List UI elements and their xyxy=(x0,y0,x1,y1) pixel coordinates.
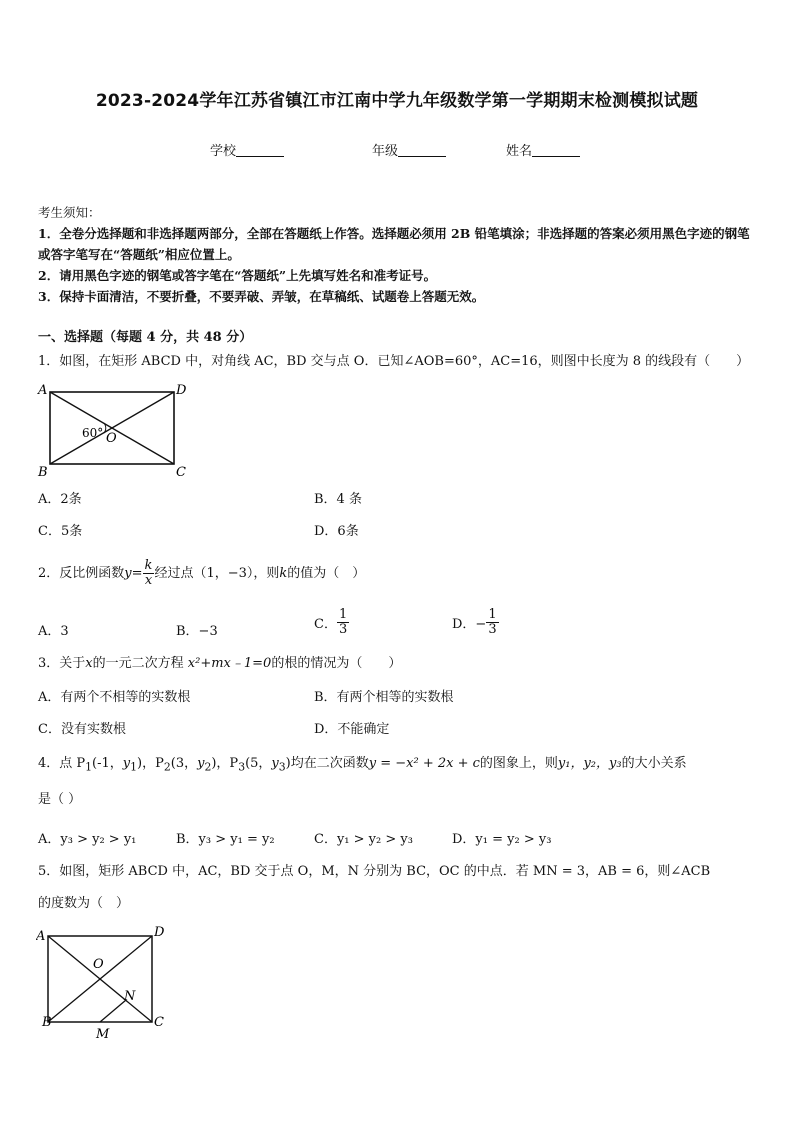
label-a: A xyxy=(36,929,46,944)
label-b: B xyxy=(42,1015,52,1030)
label-d: D xyxy=(176,383,187,398)
question-4-stem: 4．点 $P_1(-1$，$y_1$)，$P_2(3$，$y_2$)，$P_3(5$，$y_3$)均在二次函数y = −x² + 2x + c的图象上，则y₁，y₂，y₃的大小关系 xyxy=(38,756,687,774)
label-a: A xyxy=(38,383,48,398)
label-n: N xyxy=(124,989,136,1004)
segment-mn xyxy=(100,1000,126,1022)
grade-field[interactable]: 年级 xyxy=(372,140,446,159)
exam-notice xyxy=(38,202,760,307)
label-c: C xyxy=(154,1015,164,1030)
q3-option-c[interactable]: C．没有实数根 xyxy=(38,722,126,737)
q2-option-b[interactable]: B．−3 xyxy=(176,624,218,639)
notice-item: 3．保持卡面清洁，不要折叠，不要弄破、弄皱，在草稿纸、试题卷上答题无效。 xyxy=(38,289,485,304)
q2-option-a[interactable]: A．3 xyxy=(38,624,69,639)
q1-option-d[interactable]: D．6条 xyxy=(314,524,359,539)
question-3-stem: 3．关于x的一元二次方程 x²+mx﹣1=0的根的情况为（ ） xyxy=(38,656,402,671)
notice-item: 2．请用黑色字迹的钢笔或答字笔在“答题纸”上先填写姓名和准考证号。 xyxy=(38,268,437,283)
question-5-line2: 的度数为（ ） xyxy=(38,896,130,911)
q3-option-a[interactable]: A．有两个不相等的实数根 xyxy=(38,690,191,705)
q4-option-d[interactable]: D．y₁ = y₂ > y₃ xyxy=(452,832,552,847)
q4-option-a[interactable]: A．y₃ > y₂ > y₁ xyxy=(38,832,137,847)
question-2-stem: 2．反比例函数y= $\frac{k}{x}$ 经过点（1，−3），则k的值为（ ） xyxy=(38,558,366,588)
school-field[interactable]: 学校 xyxy=(210,140,284,159)
name-field[interactable]: 姓名 xyxy=(506,140,580,159)
q4-option-b[interactable]: B．y₃ > y₁ = y₂ xyxy=(176,832,275,847)
q4-option-c[interactable]: C．y₁ > y₂ > y₃ xyxy=(314,832,413,847)
fraction-k-over-x: $\frac{k}{x}$ xyxy=(144,558,153,588)
question-5-stem: 5．如图，矩形 ABCD 中，AC，BD 交于点 O，M，N 分别为 BC，OC 的中点．若 MN = 3，AB = 6，则∠ACB xyxy=(38,864,711,879)
question-1-figure xyxy=(36,380,192,480)
q2-option-c[interactable]: C． $\frac{1}{3}$ xyxy=(314,607,348,637)
school-blank xyxy=(236,143,284,157)
label-m: M xyxy=(96,1027,110,1042)
section-title: 一、选择题（每题 4 分，共 48 分） xyxy=(38,330,253,345)
question-5-figure xyxy=(36,922,172,1042)
notice-item: 1．全卷分选择题和非选择题两部分，全部在答题纸上作答。选择题必须用 2B 铅笔填涂；非选择题的答案必须用黑色字迹的钢笔或答字笔写在“答题纸”相应位置上。 xyxy=(38,226,750,262)
notice-head: 考生须知： xyxy=(38,205,101,220)
question-1-stem: 1．如图，在矩形 ABCD 中，对角线 AC，BD 交与点 O．已知∠AOB=60°，AC=16，则图中长度为 8 的线段有（ ） xyxy=(38,354,750,369)
label-b: B xyxy=(38,465,48,480)
label-angle-60: 60° xyxy=(82,426,104,440)
question-4-line2: 是（ ） xyxy=(38,792,82,807)
q3-option-b[interactable]: B．有两个相等的实数根 xyxy=(314,690,454,705)
label-o: O xyxy=(106,431,117,446)
label-d: D xyxy=(154,925,165,940)
name-blank xyxy=(532,143,580,157)
label-o: O xyxy=(93,957,104,972)
q3-option-d[interactable]: D．不能确定 xyxy=(314,722,390,737)
grade-blank xyxy=(398,143,446,157)
q1-option-a[interactable]: A．2条 xyxy=(38,492,82,507)
q1-option-c[interactable]: C．5条 xyxy=(38,524,83,539)
q1-option-b[interactable]: B．4 条 xyxy=(314,492,362,507)
q2-option-d[interactable]: D．− $\frac{1}{3}$ xyxy=(452,607,497,637)
page-title: 2023-2024学年江苏省镇江市江南中学九年级数学第一学期期末检测模拟试题 xyxy=(95,91,699,111)
label-c: C xyxy=(176,465,186,480)
